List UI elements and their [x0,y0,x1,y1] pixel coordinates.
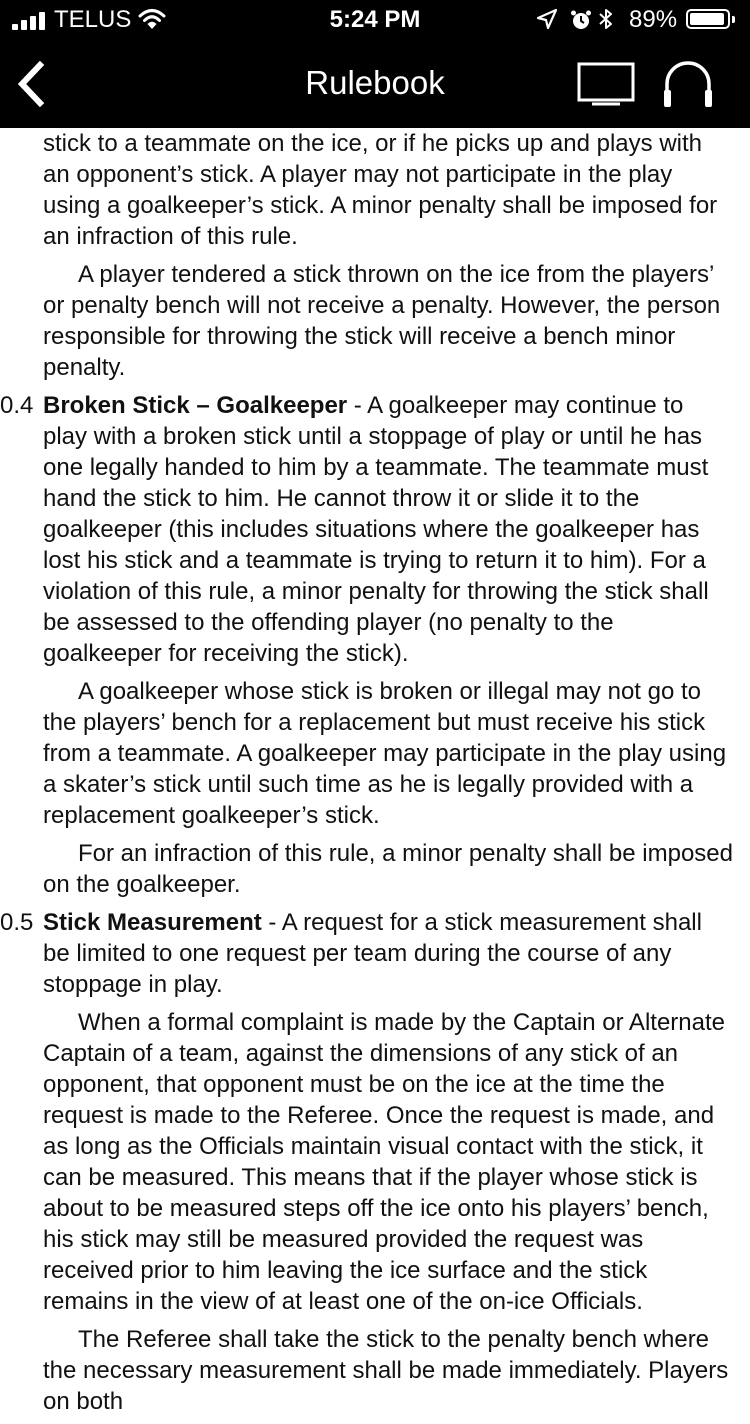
rulebook-content[interactable] [0,128,750,1415]
top-bar [0,0,750,128]
section-0-5 [0,907,733,1000]
section-0-4 [0,390,733,669]
clock: 5:24 PM [329,6,421,33]
section-heading: Broken Stick – Goalkeeper [43,392,348,419]
screen-icon [576,60,638,108]
section-number: 0.5 [0,909,34,936]
screen-button[interactable] [576,60,638,108]
paragraph-goalie-replacement: A goalkeeper whose stick is broken or illegal may not go to the players’ bench for a replacement but must receive his stick from a teammate. A goalkeeper may participate in the play using a skater’s stick until such time as he is legally provided with a replacement goalkeeper’s stick. [43,678,727,829]
status-bar [0,0,750,40]
paragraph-formal-complaint: When a formal complaint is made by the Captain or Alternate Captain of a team, against the dimensions of any stick of an opponent, that opponent must be on the ice at the time the request is made to the Referee. Once the request is made, and as long as the Officials maintain visual contact with the stick, it can be measured. This means that if the player whose stick is about to be measured steps off the ice onto his players’ bench, his stick may still be measured provided the request was received prior to him leaving the ice surface and the stick remains in the view of at least one of the on-ice Officials. [43,1009,725,1315]
rule-text [0,128,750,1424]
battery-percent: 89% [629,6,678,33]
back-chevron-icon [10,60,54,108]
section-body: - A request for a stick measurement shall be limited to one request per team during the course of any stoppage in play. [43,909,702,998]
paragraph-top: stick to a teammate on the ice, or if he picks up and plays with an opponent’s stick. A player may not participate in the play using a goalkeeper’s stick. A minor penalty shall be imposed for an infraction of this rule. [43,130,718,250]
paragraph-tendered-stick: A player tendered a stick thrown on the ice from the players’ or penalty bench will not receive a penalty. However, the person responsible for throwing the stick will receive a bench minor penalty. [43,261,721,381]
paragraph-referee: The Referee shall take the stick to the penalty bench where the necessary measurement shall be made immediately. Players on both [43,1326,729,1415]
section-heading: Stick Measurement [43,909,262,936]
section-body: - A goalkeeper may continue to play with a broken stick until a stoppage of play or until he has one legally handed to him by a teammate. The teammate must hand the stick to him. He cannot throw it or slide it to the goalkeeper (this includes situations where the goalkeeper has lost his stick and a teammate is trying to return it to him). For a violation of this rule, a minor penalty for throwing the stick shall be assessed to the offending player (no penalty to the goalkeeper for receiving the stick). [43,392,709,667]
headphones-icon [660,58,716,110]
page-title: Rulebook [305,64,445,101]
alarm-icon [570,9,592,31]
paragraph-goalie-penalty: For an infraction of this rule, a minor penalty shall be imposed on the goalkeeper. [43,840,733,898]
section-number: 0.4 [0,392,34,419]
location-arrow-icon [536,8,558,30]
carrier-label: TELUS [54,6,132,33]
battery-icon [686,9,730,29]
bluetooth-icon [598,7,614,31]
back-button[interactable] [10,60,54,108]
audio-button[interactable] [660,58,716,110]
